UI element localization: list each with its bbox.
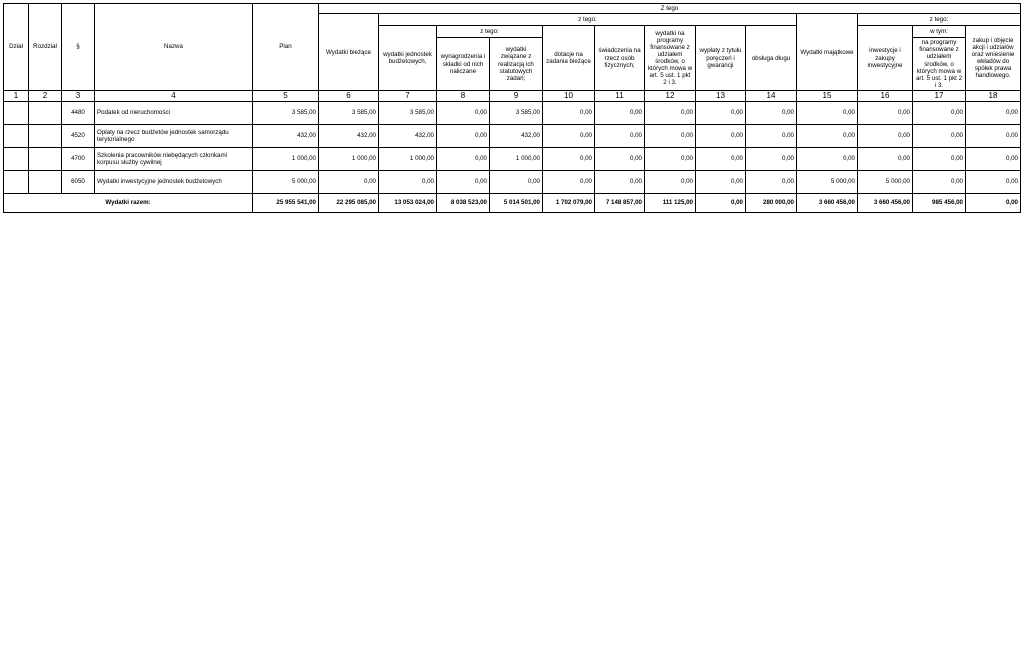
cell-value: 0,00 — [696, 102, 746, 125]
cell-value: 0,00 — [696, 125, 746, 148]
total-value: 985 456,00 — [913, 194, 966, 213]
cell-value: 432,00 — [490, 125, 543, 148]
total-value: 0,00 — [966, 194, 1021, 213]
cell-value: 0,00 — [595, 125, 645, 148]
cell-value: 0,00 — [797, 102, 858, 125]
column-number: 7 — [379, 91, 437, 102]
cell-value: 432,00 — [319, 125, 379, 148]
cell-value: 5 000,00 — [858, 171, 913, 194]
header-z-tego-biezace: z tego: — [379, 14, 797, 26]
cell-value: 0,00 — [437, 171, 490, 194]
cell-value: 0,00 — [913, 148, 966, 171]
total-value: 13 053 024,00 — [379, 194, 437, 213]
cell-value: 0,00 — [966, 148, 1021, 171]
column-number: 2 — [29, 91, 62, 102]
cell-value: 0,00 — [543, 125, 595, 148]
cell-value: 0,00 — [746, 171, 797, 194]
cell-dzial — [4, 102, 29, 125]
cell-nazwa: Wydatki inwestycyjne jednostek budżetowych — [95, 171, 253, 194]
total-value: 0,00 — [696, 194, 746, 213]
column-number: 15 — [797, 91, 858, 102]
cell-rozdzial — [29, 171, 62, 194]
column-number: 4 — [95, 91, 253, 102]
total-value: 111 125,00 — [645, 194, 696, 213]
cell-value: 3 585,00 — [379, 102, 437, 125]
cell-value: 1 000,00 — [379, 148, 437, 171]
column-number: 1 — [4, 91, 29, 102]
cell-value: 0,00 — [966, 102, 1021, 125]
budget-expenditure-table — [3, 3, 1021, 213]
cell-nazwa: Podatek od nieruchomości — [95, 102, 253, 125]
cell-value: 0,00 — [696, 148, 746, 171]
header-rozdzial: Rozdział — [29, 4, 62, 91]
column-number-row — [4, 91, 1021, 102]
cell-value: 0,00 — [696, 171, 746, 194]
total-value: 3 660 456,00 — [858, 194, 913, 213]
cell-value: 0,00 — [645, 148, 696, 171]
cell-nazwa: Szkolenia pracowników niebędących członkami korpusu służby cywilnej — [95, 148, 253, 171]
cell-value: 0,00 — [595, 102, 645, 125]
table-row — [4, 102, 1021, 125]
cell-plan: 3 585,00 — [253, 102, 319, 125]
budget-table-container — [3, 3, 1020, 213]
cell-value: 0,00 — [595, 148, 645, 171]
cell-paragraf: 4700 — [62, 148, 95, 171]
cell-value: 432,00 — [379, 125, 437, 148]
cell-rozdzial — [29, 102, 62, 125]
header-nazwa: Nazwa — [95, 4, 253, 91]
header-wydatki-programy: wydatki na programy finansowane z udziałem środków, o których mowa w art. 5 ust. 1 pkt 2 i 3. — [645, 26, 696, 91]
cell-value: 0,00 — [543, 102, 595, 125]
column-number: 9 — [490, 91, 543, 102]
cell-value: 0,00 — [490, 171, 543, 194]
cell-value: 0,00 — [645, 171, 696, 194]
total-value: 8 038 523,00 — [437, 194, 490, 213]
cell-value: 0,00 — [543, 171, 595, 194]
header-plan: Plan — [253, 4, 319, 91]
header-programy-majatkowe: na programy finansowane z udziałem środków, o których mowa w art. 5 ust. 1 pkt 2 i 3. — [913, 38, 966, 91]
total-value: 7 148 857,00 — [595, 194, 645, 213]
total-value: 3 660 456,00 — [797, 194, 858, 213]
header-obsluga: obsługa długu — [746, 26, 797, 91]
cell-value: 0,00 — [379, 171, 437, 194]
header-z-tego-majatkowe: z tego: — [858, 14, 1021, 26]
header-inwestycje: inwestycje i zakupy inwestycyjne — [858, 26, 913, 91]
cell-value: 5 000,00 — [797, 171, 858, 194]
cell-plan: 432,00 — [253, 125, 319, 148]
cell-value: 0,00 — [437, 148, 490, 171]
column-number: 3 — [62, 91, 95, 102]
header-wydatki-zwiazane: wydatki związane z realizacją ich statutowych zadań; — [490, 38, 543, 91]
header-wydatki-majatkowe: Wydatki majątkowe — [797, 14, 858, 91]
cell-value: 0,00 — [746, 148, 797, 171]
header-dzial: Dział — [4, 4, 29, 91]
cell-value: 3 585,00 — [319, 102, 379, 125]
header-z-tego-jednostek: z tego: — [437, 26, 543, 38]
table-row — [4, 148, 1021, 171]
total-row — [4, 194, 1021, 213]
cell-value: 0,00 — [746, 102, 797, 125]
total-value: 280 000,00 — [746, 194, 797, 213]
cell-value: 0,00 — [913, 171, 966, 194]
column-number: 5 — [253, 91, 319, 102]
cell-value: 0,00 — [746, 125, 797, 148]
total-value: 1 702 079,00 — [543, 194, 595, 213]
header-dotacje: dotacje na zadania bieżące — [543, 26, 595, 91]
cell-value: 0,00 — [797, 148, 858, 171]
total-value: 5 014 501,00 — [490, 194, 543, 213]
cell-dzial — [4, 125, 29, 148]
cell-value: 0,00 — [645, 125, 696, 148]
table-body — [4, 102, 1021, 194]
header-wynagrodzenia: wynagrodzenia i składki od nich naliczane — [437, 38, 490, 91]
cell-value: 1 000,00 — [490, 148, 543, 171]
header-wyplaty: wypłaty z tytułu poręczeń i gwarancji — [696, 26, 746, 91]
cell-dzial — [4, 171, 29, 194]
cell-value: 0,00 — [858, 102, 913, 125]
header-swiadczenia: świadczenia na rzecz osób fizycznych; — [595, 26, 645, 91]
header-wydatki-jednostek: wydatki jednostek budżetowych, — [379, 26, 437, 91]
cell-plan: 1 000,00 — [253, 148, 319, 171]
cell-value: 1 000,00 — [319, 148, 379, 171]
column-number: 14 — [746, 91, 797, 102]
header-wydatki-biezace: Wydatki bieżące — [319, 14, 379, 91]
cell-value: 0,00 — [966, 125, 1021, 148]
header-z-tego-top: Z tego — [319, 4, 1021, 14]
column-number: 6 — [319, 91, 379, 102]
column-number: 12 — [645, 91, 696, 102]
cell-value: 0,00 — [913, 102, 966, 125]
column-number: 8 — [437, 91, 490, 102]
cell-nazwa: Opłaty na rzecz budżetów jednostek samorządu terytorialnego — [95, 125, 253, 148]
cell-rozdzial — [29, 148, 62, 171]
cell-value: 0,00 — [543, 148, 595, 171]
cell-value: 0,00 — [319, 171, 379, 194]
column-number: 13 — [696, 91, 746, 102]
column-number: 18 — [966, 91, 1021, 102]
cell-plan: 5 000,00 — [253, 171, 319, 194]
cell-paragraf: 6050 — [62, 171, 95, 194]
cell-paragraf: 4520 — [62, 125, 95, 148]
cell-value: 0,00 — [595, 171, 645, 194]
cell-paragraf: 4480 — [62, 102, 95, 125]
total-plan: 25 955 541,00 — [253, 194, 319, 213]
header-w-tym: w tym: — [913, 26, 966, 38]
cell-dzial — [4, 148, 29, 171]
cell-value: 0,00 — [913, 125, 966, 148]
total-label: Wydatki razem: — [4, 194, 253, 213]
column-number: 16 — [858, 91, 913, 102]
cell-value: 0,00 — [797, 125, 858, 148]
column-number: 10 — [543, 91, 595, 102]
cell-value: 0,00 — [437, 102, 490, 125]
table-row — [4, 171, 1021, 194]
cell-value: 0,00 — [966, 171, 1021, 194]
total-value: 22 295 085,00 — [319, 194, 379, 213]
cell-value: 0,00 — [858, 125, 913, 148]
cell-value: 0,00 — [645, 102, 696, 125]
cell-value: 3 585,00 — [490, 102, 543, 125]
table-row — [4, 125, 1021, 148]
cell-value: 0,00 — [858, 148, 913, 171]
column-number: 17 — [913, 91, 966, 102]
cell-value: 0,00 — [437, 125, 490, 148]
cell-rozdzial — [29, 125, 62, 148]
column-number: 11 — [595, 91, 645, 102]
header-zakup-akcji: zakup i objęcie akcji i udziałów oraz wniesienie wkładów do spółek prawa handlowego. — [966, 26, 1021, 91]
header-paragraf: § — [62, 4, 95, 91]
